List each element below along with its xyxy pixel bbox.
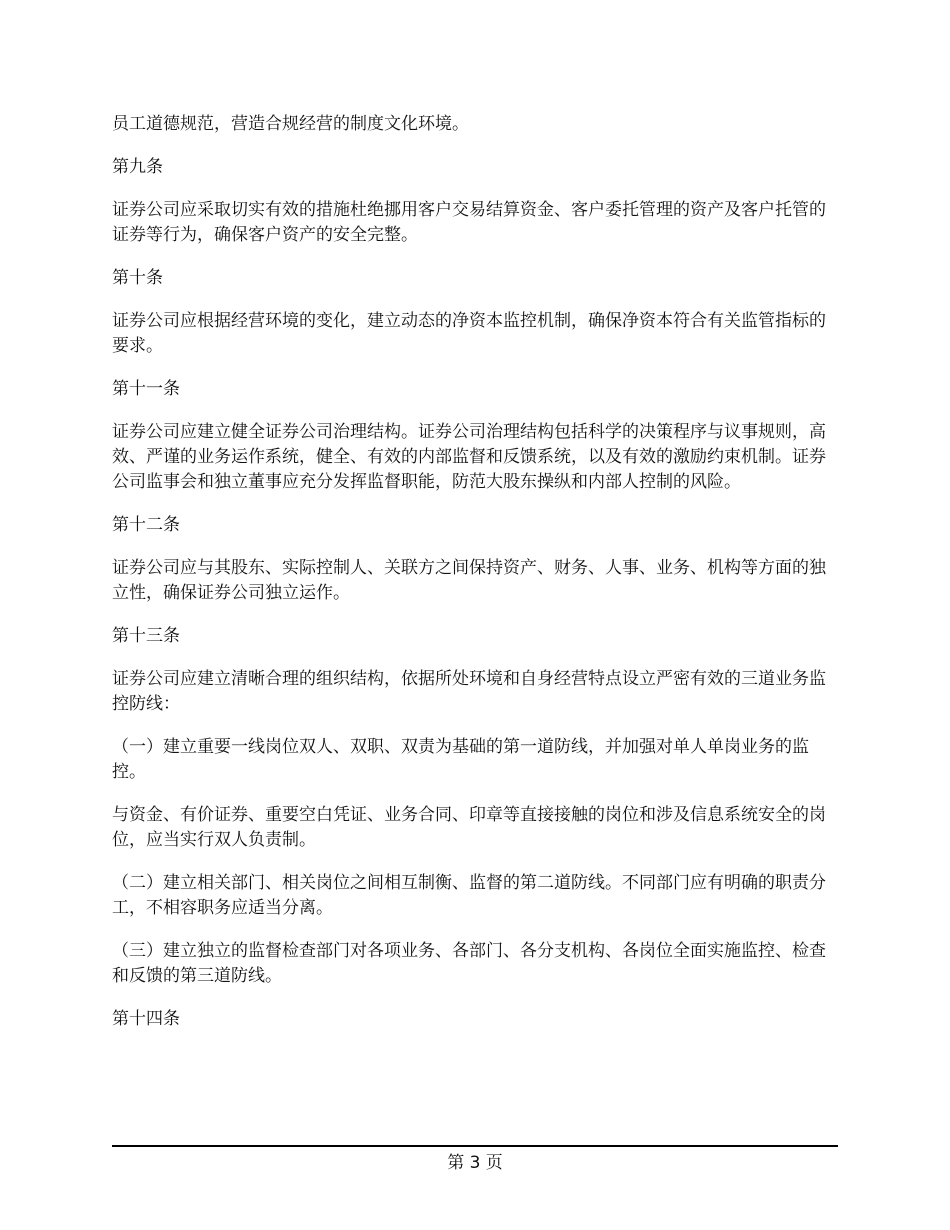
list-item-paragraph: （一）建立重要一线岗位双人、双职、双责为基础的第一道防线，并加强对单人单岗业务的监控。 bbox=[112, 737, 809, 782]
article-heading: 第十一条 bbox=[112, 379, 180, 399]
list-item-paragraph: （二）建立相关部门、相关岗位之间相互制衡、监督的第二道防线。不同部门应有明确的职责分工，不相容职务应适当分离。 bbox=[112, 873, 826, 918]
paragraph: 证券公司应根据经营环境的变化，建立动态的净资本监控机制，确保净资本符合有关监管指标的要求。 bbox=[112, 311, 826, 356]
paragraph: 证券公司应采取切实有效的措施杜绝挪用客户交易结算资金、客户委托管理的资产及客户托管的证券等行为，确保客户资产的安全完整。 bbox=[112, 200, 826, 245]
article-heading: 第十三条 bbox=[112, 626, 180, 646]
article-heading: 第十四条 bbox=[112, 1009, 180, 1029]
document-body bbox=[112, 112, 842, 1050]
paragraph: 证券公司应建立清晰合理的组织结构，依据所处环境和自身经营特点设立严密有效的三道业务监控防线： bbox=[112, 669, 826, 714]
paragraph: 证券公司应与其股东、实际控制人、关联方之间保持资产、财务、人事、业务、机构等方面的独立性，确保证券公司独立运作。 bbox=[112, 558, 826, 603]
article-heading: 第九条 bbox=[112, 157, 163, 177]
footer-rule bbox=[112, 1145, 838, 1147]
paragraph: 员工道德规范，营造合规经营的制度文化环境。 bbox=[112, 114, 469, 134]
page-number: 第 3 页 bbox=[447, 1153, 503, 1173]
paragraph: 证券公司应建立健全证券公司治理结构。证券公司治理结构包括科学的决策程序与议事规则，高效、严谨的业务运作系统，健全、有效的内部监督和反馈系统，以及有效的激励约束机制。证券公司监事会和独立董事应充分发挥监督职能，防范大股东操纵和内部人控制的风险。 bbox=[112, 422, 826, 492]
article-heading: 第十条 bbox=[112, 268, 163, 288]
list-item-paragraph: （三）建立独立的监督检查部门对各项业务、各部门、各分支机构、各岗位全面实施监控、检查和反馈的第三道防线。 bbox=[112, 941, 826, 986]
paragraph: 与资金、有价证券、重要空白凭证、业务合同、印章等直接接触的岗位和涉及信息系统安全的岗位，应当实行双人负责制。 bbox=[112, 805, 826, 850]
article-heading: 第十二条 bbox=[112, 515, 180, 535]
